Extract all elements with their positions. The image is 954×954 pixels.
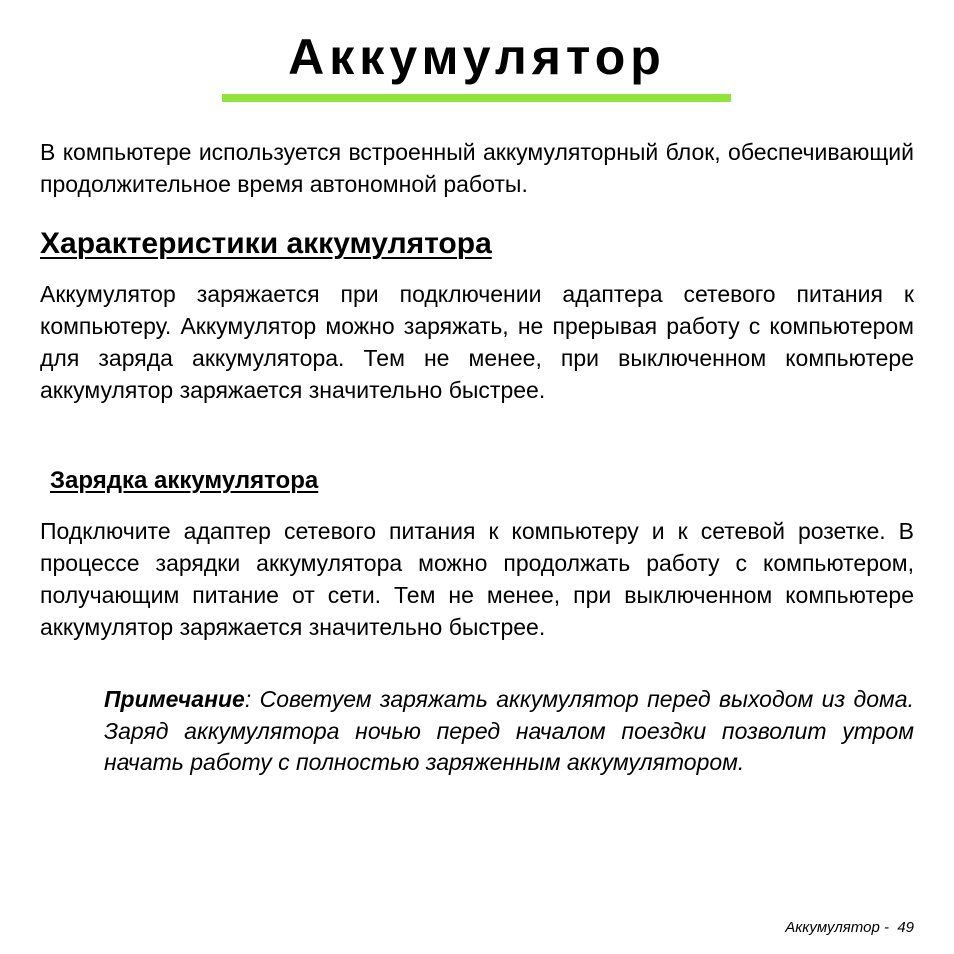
footer-section-name: Аккумулятор - (785, 919, 894, 936)
page-title: Аккумулятор (288, 29, 666, 85)
page-footer (785, 918, 914, 938)
title-underline-rule (222, 94, 731, 102)
note-text: : Советуем заряжать аккумулятор перед выходом из дома. Заряд аккумулятора ночью перед началом поездки позволит утром начать работу с полностью заряженным аккумулятором. (104, 686, 914, 775)
intro-paragraph: В компьютере используется встроенный аккумуляторный блок, обеспечивающий продолжительное время автономной работы. (40, 139, 914, 197)
note-label: Примечание (104, 686, 245, 712)
characteristics-paragraph: Аккумулятор заряжается при подключении адаптера сетевого питания к компьютеру. Аккумулятор можно заряжать, не прерывая работу с компьютером для заряда аккумулятора. Тем не менее, при выключенном компьютере аккумулятор заряжается значительно быстрее. (40, 281, 914, 403)
note-block (104, 684, 914, 779)
section-heading-characteristics: Характеристики аккумулятора (40, 227, 492, 260)
page-number: 49 (897, 919, 914, 936)
charging-paragraph: Подключите адаптер сетевого питания к компьютеру и к сетевой розетке. В процессе зарядки аккумулятора можно продолжать работу с компьютером, получающим питание от сети. Тем не менее, при выключенном компьютере аккумулятор заряжается значительно быстрее. (40, 518, 914, 640)
subsection-heading-charging: Зарядка аккумулятора (50, 467, 319, 494)
